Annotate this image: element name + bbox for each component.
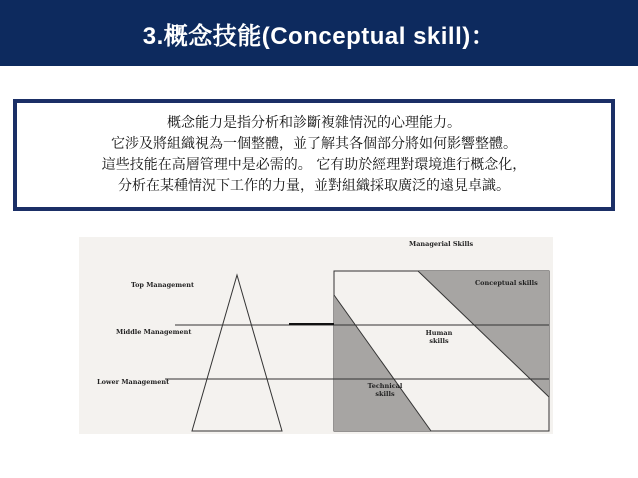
label-top-management: Top Management bbox=[131, 281, 195, 289]
description-line-3: 這些技能在高層管理中是必需的。 它有助於經理對環境進行概念化， bbox=[101, 157, 527, 173]
slide-title: 3.概念技能(Conceptual skill)： bbox=[142, 22, 496, 50]
label-lower-management: Lower Management bbox=[97, 378, 170, 386]
label-human-skills bbox=[417, 329, 461, 345]
description-line-4: 分析在某種情況下工作的力量，並對組織採取廣泛的遠見卓識。 bbox=[118, 178, 510, 194]
description-box bbox=[13, 99, 615, 211]
description-line-1: 概念能力是指分析和診斷複雜情況的心理能力。 bbox=[167, 115, 461, 131]
description-line-2: 它涉及將組織視為一個整體，並了解其各個部分將如何影響整體。 bbox=[111, 136, 517, 152]
label-technical-line-2: skills bbox=[375, 390, 395, 398]
label-human-line-2: skills bbox=[429, 337, 449, 345]
title-bar bbox=[0, 0, 638, 66]
label-middle-management: Middle Management bbox=[116, 328, 192, 336]
label-conceptual-skills: Conceptual skills bbox=[475, 279, 538, 287]
label-technical-skills bbox=[363, 382, 407, 398]
management-pyramid bbox=[192, 275, 282, 431]
figure-header: Managerial Skills bbox=[409, 240, 474, 248]
label-technical-line-1: Technical bbox=[367, 382, 403, 390]
managerial-skills-figure bbox=[79, 237, 553, 434]
label-human-line-1: Human bbox=[425, 329, 453, 337]
